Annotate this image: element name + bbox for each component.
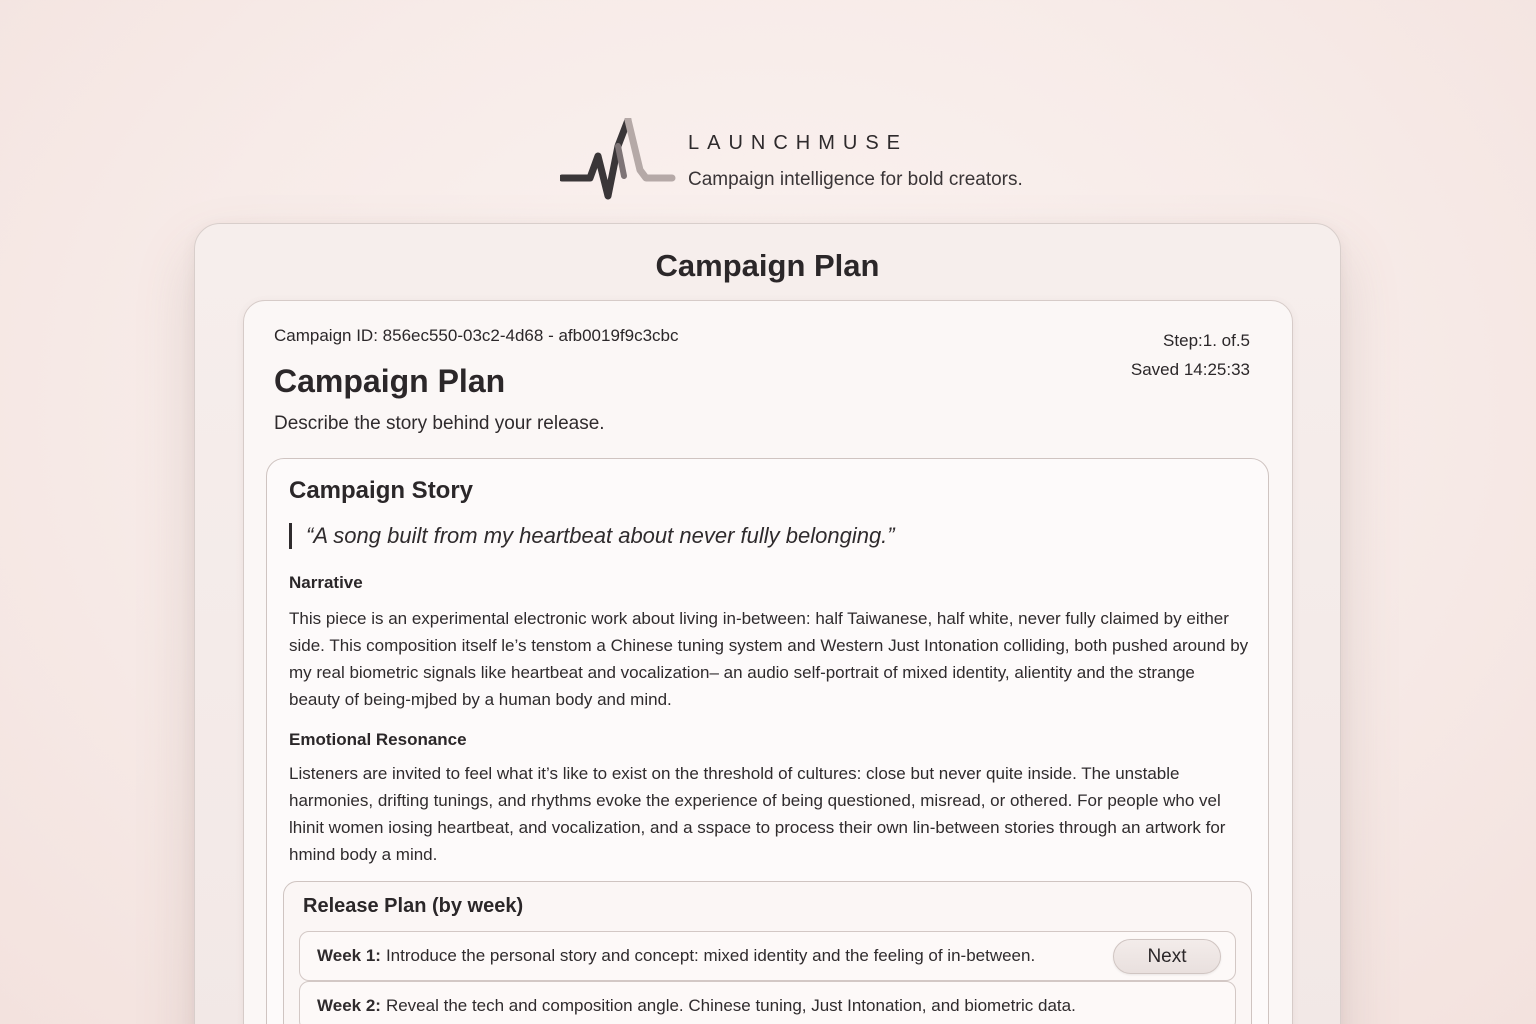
release-plan-title: Release Plan (by week) [303, 895, 524, 917]
emotional-resonance-label: Emotional Resonance [289, 730, 467, 749]
brand-text [688, 132, 1023, 191]
narrative-label: Narrative [289, 573, 363, 592]
week-row-1[interactable] [299, 931, 1236, 981]
campaign-plan-panel [243, 300, 1293, 1024]
campaign-id: Campaign ID: 856ec550-03c2-4d68 - afb0019f9c3cbc [274, 326, 679, 345]
story-title: Campaign Story [289, 477, 474, 504]
brand-header [560, 118, 1023, 208]
story-quote: “A song built from my heartbeat about never fully belonging.” [289, 523, 895, 549]
week-row-2[interactable] [299, 981, 1236, 1024]
release-plan-card [283, 881, 1252, 1024]
next-button[interactable]: Next [1113, 939, 1221, 974]
page-title: Campaign Plan [274, 363, 506, 399]
week-1-text: Introduce the personal story and concept: mixed identity and the feeling of in-between. [385, 946, 1036, 965]
pulse-logo-icon [560, 118, 678, 208]
step-indicator: Step:1. of.5 [1163, 331, 1250, 350]
step-status [1131, 326, 1250, 384]
campaign-story-card [266, 458, 1269, 1024]
week-2-text: Reveal the tech and composition angle. Chinese tuning, Just Intonation, and biometric data. [385, 996, 1076, 1015]
saved-timestamp: Saved 14:25:33 [1130, 360, 1250, 379]
campaign-plan-window [194, 223, 1341, 1024]
week-1-label: Week 1: [317, 946, 381, 965]
brand-name: LAUNCHMUSE [688, 132, 909, 154]
page-subtitle: Describe the story behind your release. [274, 413, 605, 434]
brand-tagline: Campaign intelligence for bold creators. [688, 169, 1023, 190]
narrative-text: This piece is an experimental electronic work about living in-between: half Taiwanese, half white, never fully claimed by either side. This composition itself le’s tenstom a Chinese tuning system and Western Just Intonation colliding, both pushed around by my real biometric signals like heartbeat and vocalization– an audio self-portrait of mixed identity, alientity and the strange beauty of being-mjbed by a human body and mind. [289, 609, 1249, 709]
window-title: Campaign Plan [655, 248, 880, 283]
emotional-resonance-text: Listeners are invited to feel what it’s like to exist on the threshold of cultures: close but never quite inside. The unstable harmonies, drifting tunings, and rhythms evoke the experience of being questioned, misread, or othered. For people who vel lhinit women iosing heartbeat, and vocalization, and a sspace to process their own lin-between stories through an artwork for hmind body a mind. [289, 764, 1226, 864]
week-2-label: Week 2: [317, 996, 381, 1015]
